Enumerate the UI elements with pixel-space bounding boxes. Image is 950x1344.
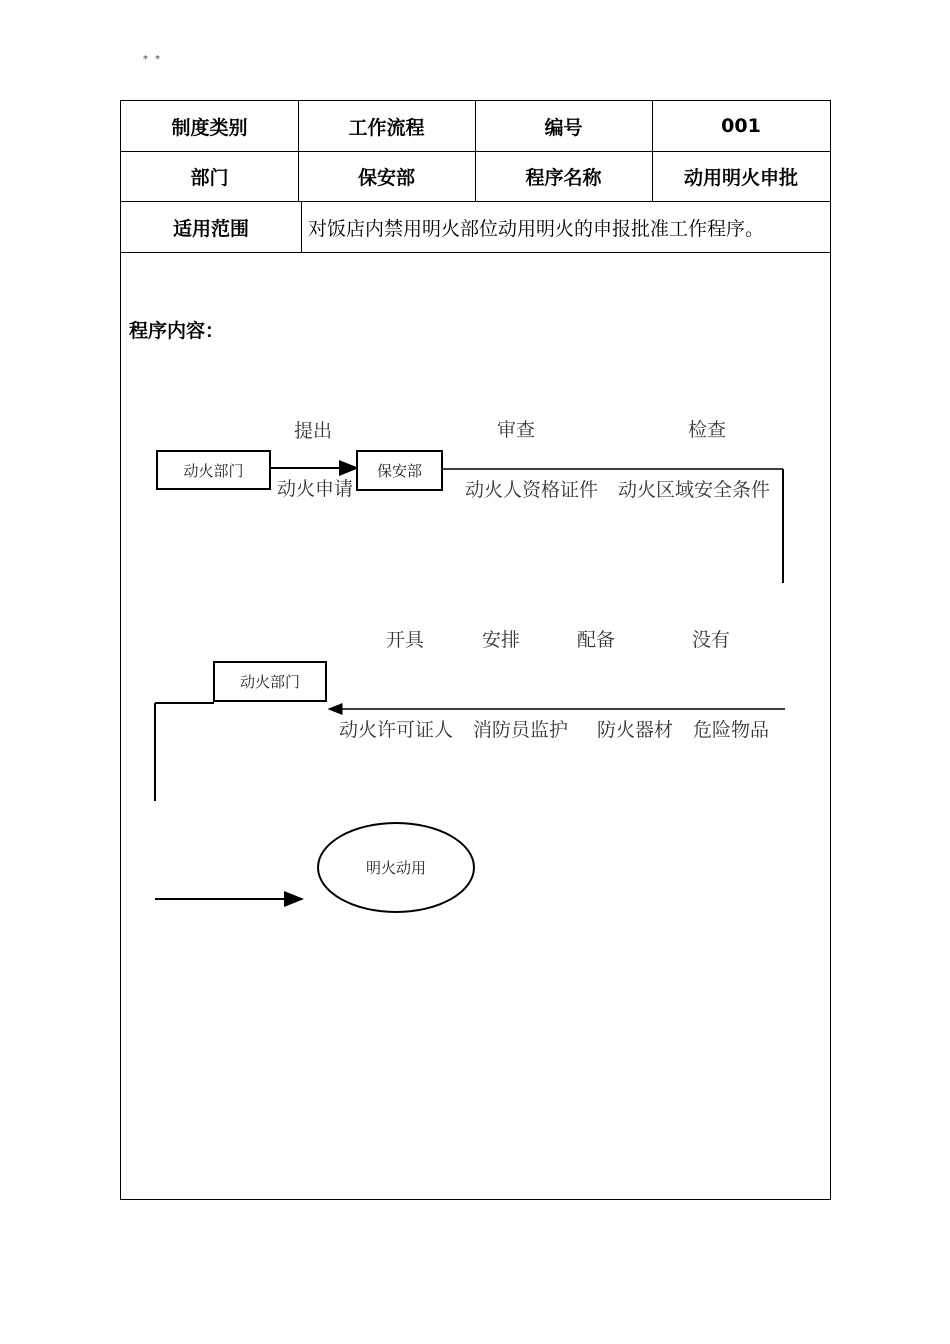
procedure-name-label: 程序名称	[525, 166, 602, 189]
scope-label: 适用范围	[172, 217, 249, 240]
content-title: 程序内容：	[129, 320, 225, 342]
flow-label-submit: 提出	[294, 420, 333, 442]
flow-box-security-department: 保安部	[356, 450, 443, 491]
flow-label-none: 没有	[692, 629, 731, 651]
category-label: 制度类别	[171, 116, 248, 139]
flow-box-fire-department-2: 动火部门	[213, 661, 327, 702]
department-value: 保安部	[357, 166, 415, 189]
number-value: 001	[721, 115, 761, 137]
procedure-name-value: 动用明火申批	[683, 166, 798, 189]
scope-value: 对饭店内禁用明火部位动用明火的申报批准工作程序。	[308, 217, 765, 240]
number-label: 编号	[544, 116, 583, 139]
flow-label-firefighter-watch: 消防员监护	[473, 719, 569, 741]
flow-label-review: 审查	[497, 419, 536, 441]
flow-label-arrange: 安排	[482, 629, 521, 651]
flow-label-fire-equipment: 防火器材	[597, 719, 674, 741]
flow-label-inspect: 检查	[688, 419, 727, 441]
flow-label-hazardous-items: 危险物品	[693, 719, 770, 741]
flow-label-safety-conditions: 动火区域安全条件	[618, 479, 771, 501]
header-mark: * *	[143, 54, 163, 65]
flow-oval-open-fire-use: 明火动用	[317, 822, 475, 913]
flow-label-issue: 开具	[386, 629, 425, 651]
category-value: 工作流程	[348, 116, 425, 139]
flow-label-equip: 配备	[577, 629, 616, 651]
flow-label-permit-holder: 动火许可证人	[339, 719, 454, 741]
flow-label-qualification: 动火人资格证件	[465, 479, 599, 501]
flow-label-fire-application: 动火申请	[277, 478, 354, 500]
flow-box-fire-department: 动火部门	[156, 450, 271, 490]
department-label: 部门	[190, 166, 229, 189]
